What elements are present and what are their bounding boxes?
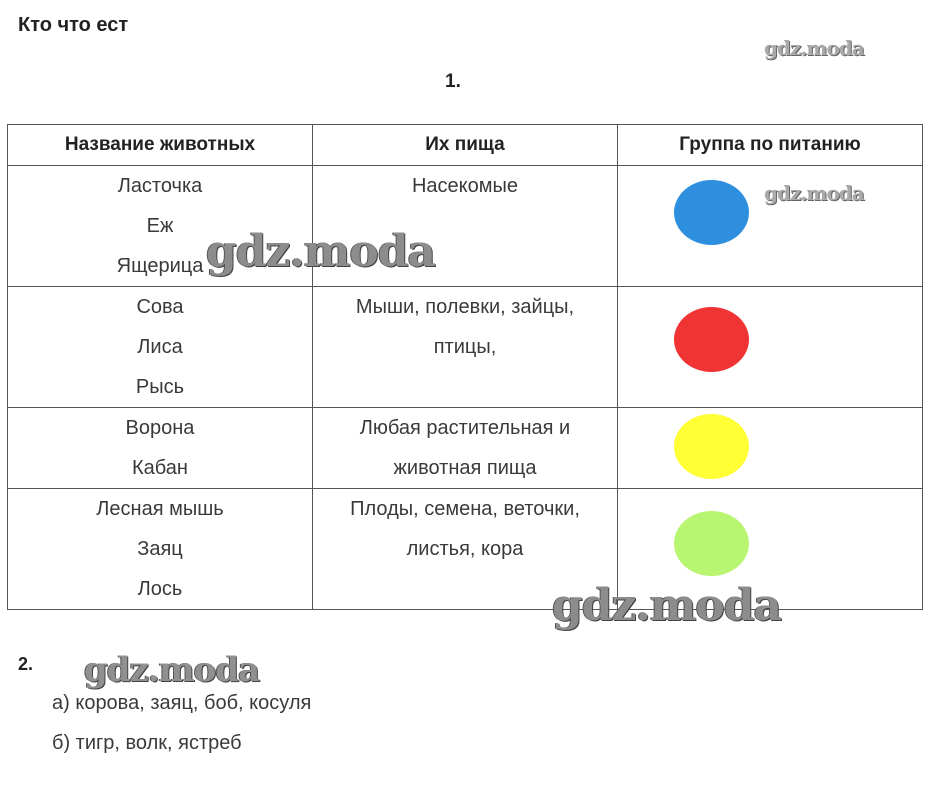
food-cell: [313, 166, 618, 287]
food-text: Мыши, полевки, зайцы,: [355, 296, 575, 318]
animal-name: Сова: [136, 296, 184, 318]
watermark-logo: gdz.moda: [84, 650, 260, 690]
animal-name: Ворона: [125, 417, 195, 439]
animal-name: Еж: [146, 215, 174, 237]
feeding-group-cell: [618, 489, 923, 610]
food-text: птицы,: [433, 336, 497, 358]
food-cell: [313, 489, 618, 610]
animal-name: Заяц: [137, 538, 183, 560]
watermark-logo: gdz.moda: [206, 226, 436, 277]
food-text: Любая растительная и: [359, 417, 571, 439]
table-row: [8, 408, 923, 489]
food-text: листья, кора: [406, 538, 524, 560]
feeding-group-circle: [674, 307, 749, 372]
food-text: Плоды, семена, веточки,: [350, 498, 580, 520]
table-row: [8, 287, 923, 408]
food-cell: [313, 287, 618, 408]
feeding-group-cell: [618, 287, 923, 408]
animal-names-cell: [8, 287, 313, 408]
animal-name: Лесная мышь: [96, 498, 224, 520]
answer-line-a: а) корова, заяц, боб, косуля: [52, 692, 312, 714]
feeding-group-circle: [674, 414, 749, 479]
food-text: животная пища: [393, 457, 537, 479]
table-row: [8, 489, 923, 610]
feeding-group-circle: [674, 180, 749, 245]
animal-names-cell: [8, 166, 313, 287]
animal-names-cell: [8, 408, 313, 489]
header-food: Их пища: [313, 125, 618, 166]
answer-line-b: б) тигр, волк, ястреб: [52, 732, 242, 754]
animal-name: Рысь: [135, 376, 185, 398]
table-header-row: [8, 125, 923, 166]
food-table: [7, 124, 923, 610]
section-two-number: 2.: [18, 654, 34, 674]
animal-names-cell: [8, 489, 313, 610]
section-one-number: 1.: [445, 71, 461, 92]
header-feeding-group: Группа по питанию: [618, 125, 923, 166]
watermark-logo: gdz.moda: [764, 36, 864, 60]
feeding-group-cell: [618, 166, 923, 287]
page-title: Кто что ест: [18, 14, 129, 36]
animal-name: Лось: [137, 578, 183, 600]
table-row: [8, 166, 923, 287]
animal-name: Ящерица: [116, 255, 204, 277]
food-text: Насекомые: [411, 175, 519, 197]
food-cell: [313, 408, 618, 489]
animal-name: Ласточка: [117, 175, 203, 197]
feeding-group-cell: [618, 408, 923, 489]
watermark-logo: gdz.moda: [764, 181, 864, 205]
watermark-logo: gdz.moda: [552, 580, 782, 631]
animal-name: Лиса: [137, 336, 183, 358]
header-animal-names: Название животных: [8, 125, 313, 166]
animal-name: Кабан: [132, 457, 188, 479]
feeding-group-circle: [674, 511, 749, 576]
